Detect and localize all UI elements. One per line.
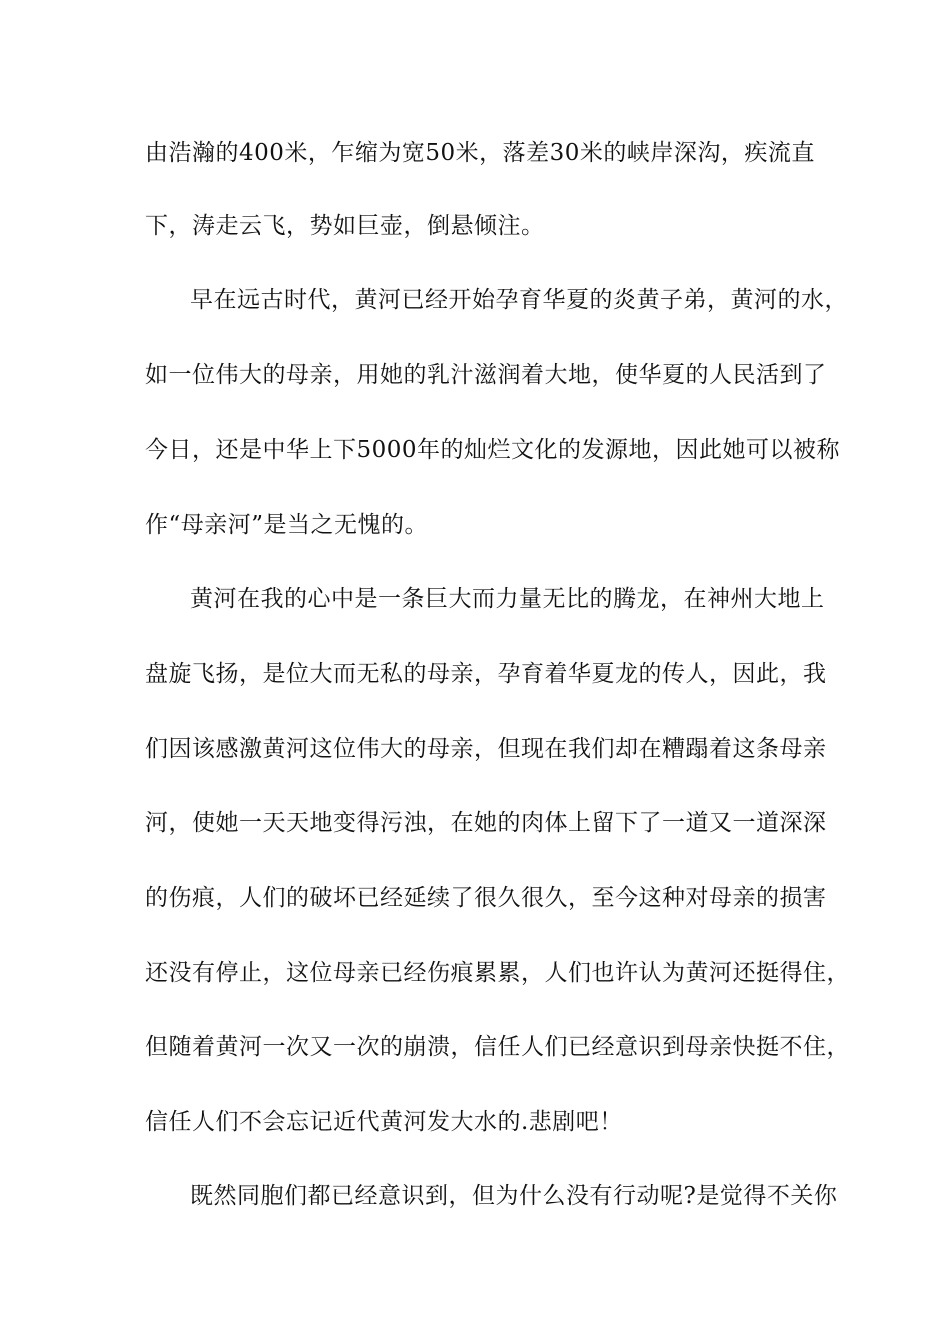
paragraph-line: 黄河在我的心中是一条巨大而力量无比的腾龙，在神州大地上: [190, 586, 825, 612]
paragraph-line: 由浩瀚的400米，乍缩为宽50米，落差30米的峡岸深沟，疾流直: [145, 140, 815, 166]
paragraph-line: 信任人们不会忘记近代黄河发大水的.悲剧吧！: [145, 1109, 623, 1135]
paragraph-line: 盘旋飞扬，是位大而无私的母亲，孕育着华夏龙的传人，因此，我: [145, 661, 827, 687]
paragraph-line: 早在远古时代，黄河已经开始孕育华夏的炎黄子弟，黄河的水，: [190, 287, 848, 313]
paragraph-line: 河，使她一天天地变得污浊，在她的肉体上留下了一道又一道深深: [145, 810, 827, 836]
paragraph-line: 还没有停止，这位母亲已经伤痕累累，人们也许认为黄河还挺得住，: [145, 960, 850, 986]
paragraph-line: 今日，还是中华上下5000年的灿烂文化的发源地，因此她可以被称: [145, 437, 841, 463]
paragraph-line: 的伤痕，人们的破坏已经延续了很久很久，至今这种对母亲的损害: [145, 885, 827, 911]
paragraph-line: 下，涛走云飞，势如巨壶，倒悬倾注。: [145, 213, 545, 239]
paragraph-line: 作“母亲河”是当之无愧的。: [145, 512, 429, 538]
paragraph-line: 既然同胞们都已经意识到，但为什么没有行动呢?是觉得不关你: [190, 1183, 838, 1209]
paragraph-line: 们因该感激黄河这位伟大的母亲，但现在我们却在糟蹋着这条母亲: [145, 736, 827, 762]
paragraph-line: 如一位伟大的母亲，用她的乳汁滋润着大地，使华夏的人民活到了: [145, 362, 827, 388]
paragraph-line: 但随着黄河一次又一次的崩溃，信任人们已经意识到母亲快挺不住，: [145, 1034, 850, 1060]
